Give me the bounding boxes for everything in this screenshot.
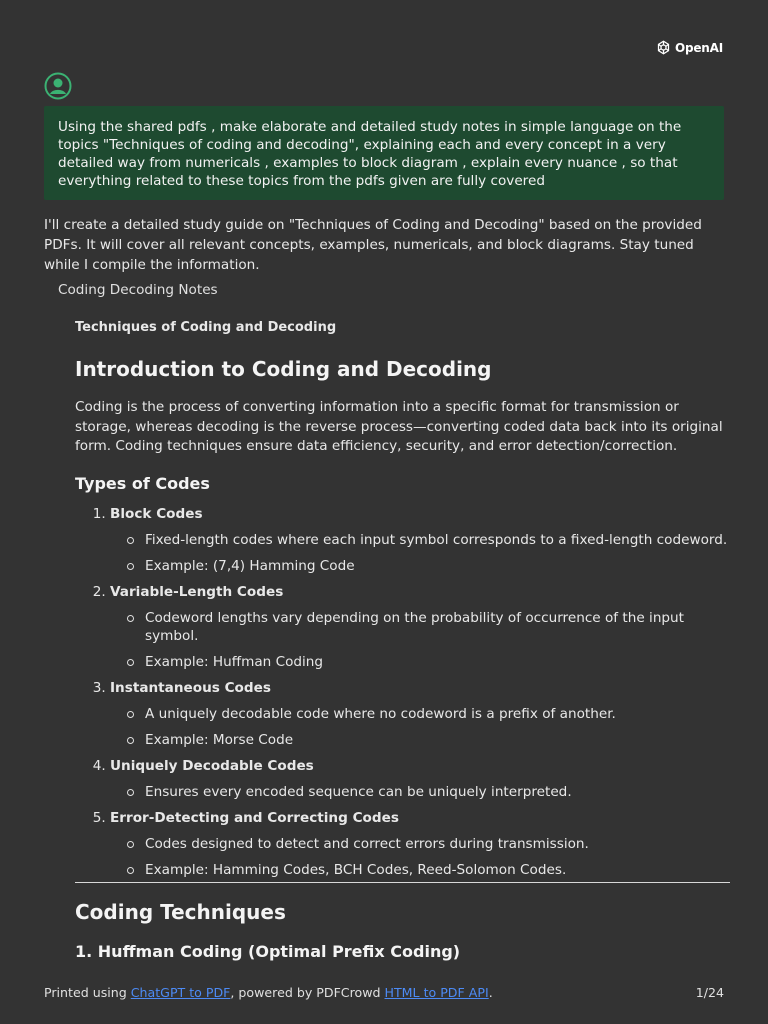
list-item bbox=[110, 505, 730, 575]
chatgpt-to-pdf-link[interactable]: ChatGPT to PDF bbox=[130, 985, 231, 1000]
openai-logo-text: OpenAI bbox=[674, 40, 723, 55]
user-prompt bbox=[44, 106, 724, 200]
list-item: Ensures every encoded sequence can be uniquely interpreted. bbox=[145, 783, 730, 801]
footer-credit: Printed using ChatGPT to PDF, powered by PDFCrowd HTML to PDF API. bbox=[44, 985, 493, 1000]
list-item: Codes designed to detect and correct errors during transmission. bbox=[145, 835, 730, 853]
user-prompt-text: Using the shared pdfs , make elaborate and detailed study notes in simple language on the topics "Techniques of coding and decoding", explaining each and every concept in a very detailed way from numericals , examples to block diagram , explain every nuance , so that everything related to these topics from the pdfs given are fully covered bbox=[58, 119, 682, 189]
list-item: Example: (7,4) Hamming Code bbox=[145, 557, 730, 575]
list-item: Codeword lengths vary depending on the probability of occurrence of the input symbol. bbox=[145, 609, 730, 645]
intro-paragraph: Coding is the process of converting information into a specific format for transmission or storage, whereas decoding is the reverse process—converting coded data back into its original form. Coding techniques ensure data efficiency, security, and error detection/correction. bbox=[75, 399, 723, 455]
document-label: Coding Decoding Notes bbox=[58, 282, 218, 298]
sub-list bbox=[110, 609, 730, 671]
list-item: A uniquely decodable code where no codeword is a prefix of another. bbox=[145, 705, 730, 723]
type-term: Variable-Length Codes bbox=[110, 583, 284, 600]
intro-heading: Introduction to Coding and Decoding bbox=[75, 357, 492, 381]
list-item bbox=[110, 809, 730, 879]
list-item: Example: Huffman Coding bbox=[145, 653, 730, 671]
list-item: Fixed-length codes where each input symbol corresponds to a fixed-length codeword. bbox=[145, 531, 730, 549]
openai-logo bbox=[656, 40, 723, 55]
techniques-heading: Coding Techniques bbox=[75, 900, 286, 924]
list-item: Example: Hamming Codes, BCH Codes, Reed-Solomon Codes. bbox=[145, 861, 730, 879]
list-item: Example: Morse Code bbox=[145, 731, 730, 749]
list-item bbox=[110, 583, 730, 671]
document-body bbox=[75, 318, 730, 887]
type-term: Error-Detecting and Correcting Codes bbox=[110, 809, 399, 826]
html-to-pdf-api-link[interactable]: HTML to PDF API bbox=[384, 985, 489, 1000]
page-number: 1/24 bbox=[695, 985, 724, 1000]
openai-knot-icon bbox=[656, 40, 671, 55]
document-title: Techniques of Coding and Decoding bbox=[75, 320, 337, 335]
section-divider bbox=[75, 882, 730, 883]
sub-list bbox=[110, 783, 730, 801]
sub-list bbox=[110, 835, 730, 879]
type-term: Uniquely Decodable Codes bbox=[110, 757, 314, 774]
list-item bbox=[110, 757, 730, 801]
types-heading: Types of Codes bbox=[75, 473, 210, 493]
sub-list bbox=[110, 705, 730, 749]
type-term: Instantaneous Codes bbox=[110, 679, 271, 696]
user-avatar-icon bbox=[44, 72, 72, 100]
print-footer bbox=[44, 984, 724, 1002]
types-list bbox=[75, 505, 730, 879]
huffman-heading: 1. Huffman Coding (Optimal Prefix Coding) bbox=[75, 942, 461, 961]
type-term: Block Codes bbox=[110, 505, 203, 522]
list-item bbox=[110, 679, 730, 749]
assistant-reply: I'll create a detailed study guide on "Techniques of Coding and Decoding" based on the provided PDFs. It will cover all relevant concepts, examples, numericals, and block diagrams. Stay tuned while I compile the information. bbox=[44, 217, 702, 273]
sub-list bbox=[110, 531, 730, 575]
